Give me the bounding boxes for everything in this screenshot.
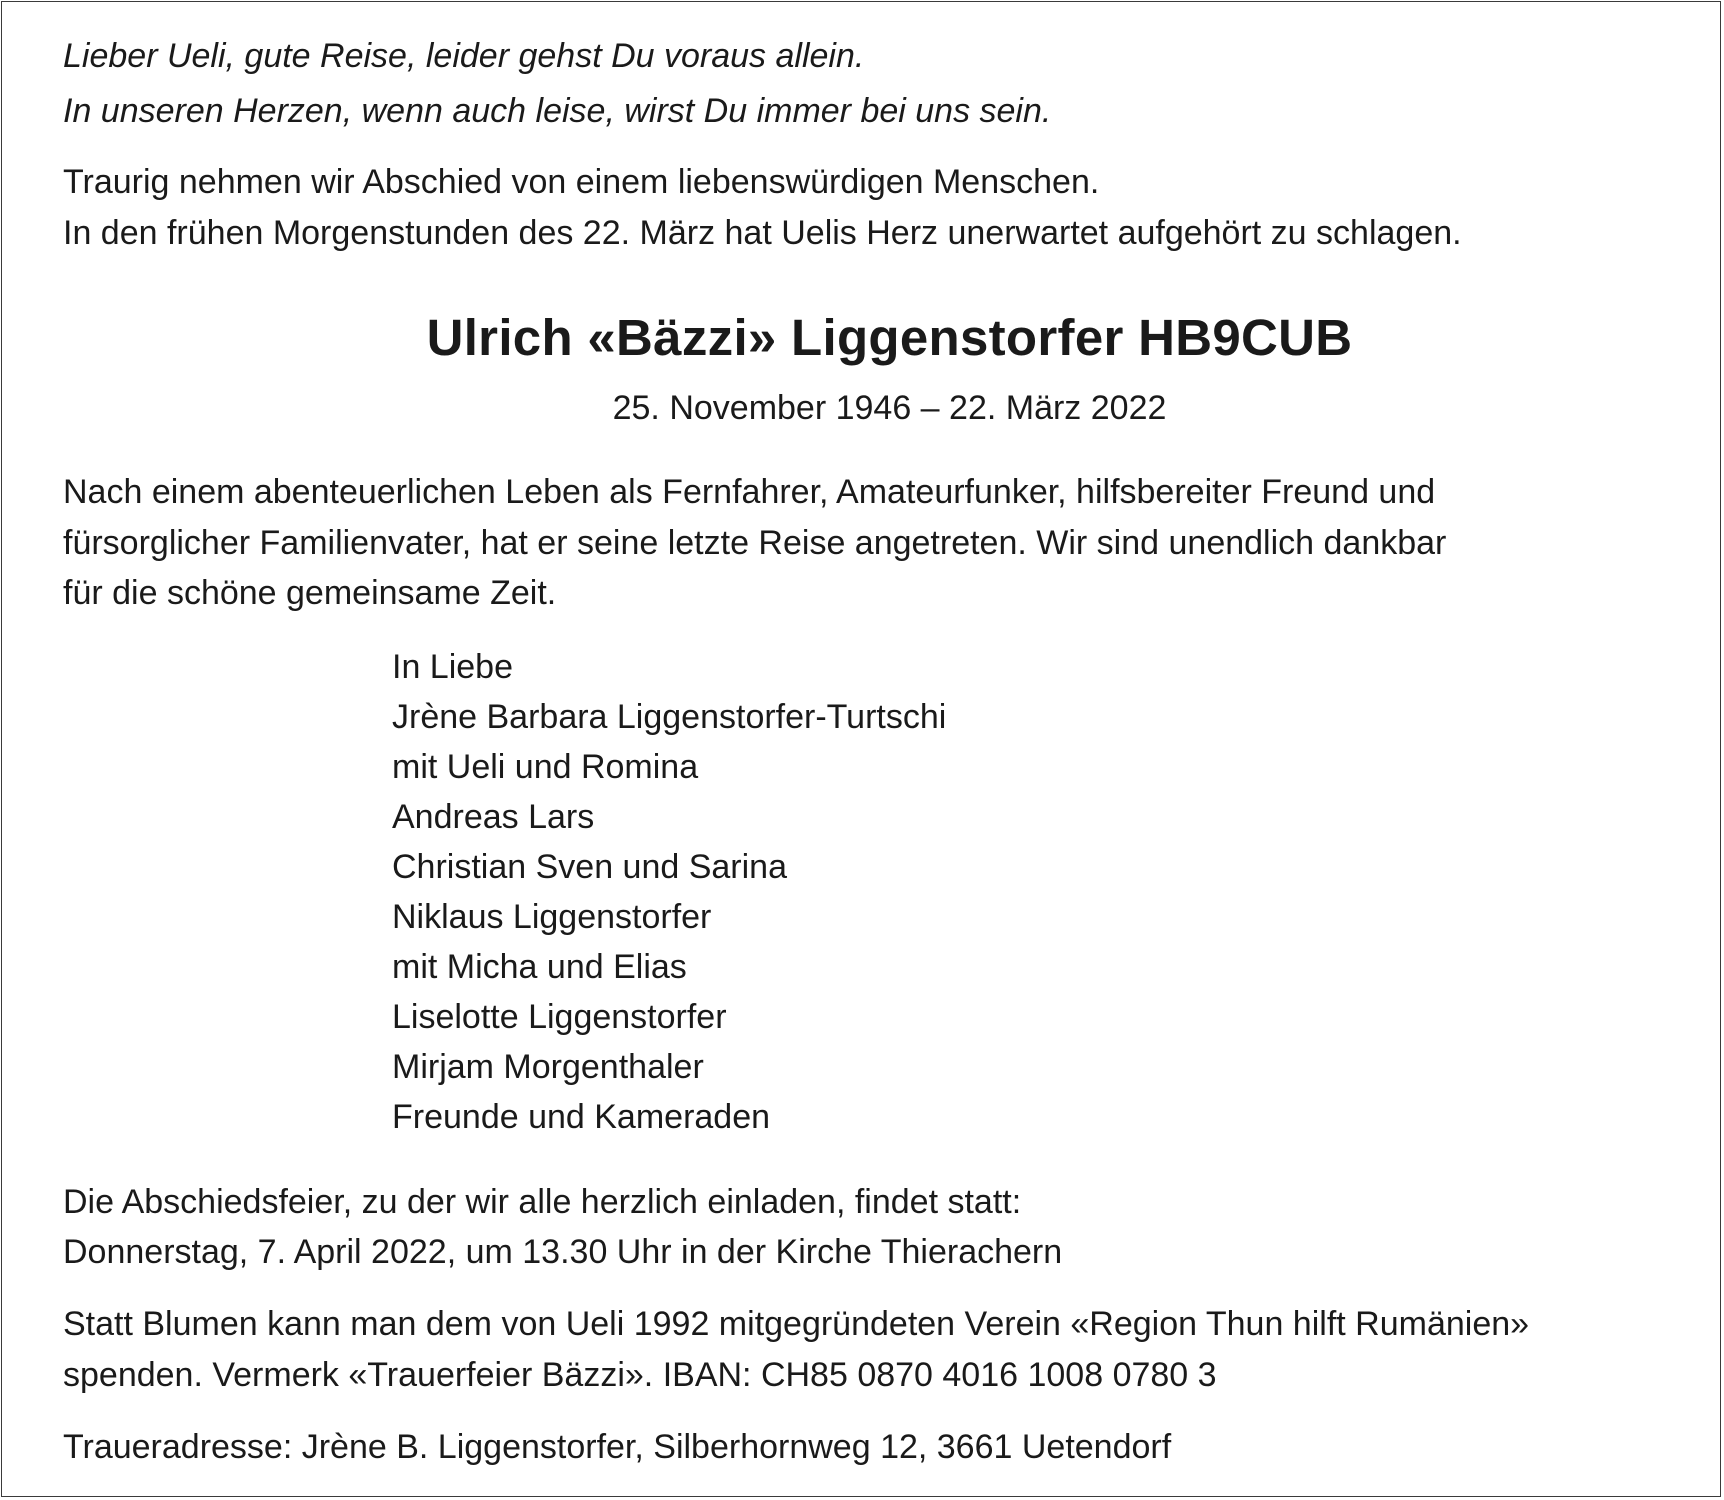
- list-item: In Liebe: [392, 648, 513, 686]
- list-item: Freunde und Kameraden: [392, 1098, 771, 1136]
- mourning-address: Traueradresse: Jrène B. Liggenstorfer, Silberhornweg 12, 3661 Uetendorf: [63, 1428, 1172, 1466]
- verse-line-2: In unseren Herzen, wenn auch leise, wirst Du immer bei uns sein.: [63, 92, 1052, 130]
- list-item: Christian Sven und Sarina: [392, 848, 788, 886]
- donation-line-1: Statt Blumen kann man dem von Ueli 1992 mitgegründeten Verein «Region Thun hilft Rumänien»: [63, 1305, 1530, 1343]
- mourners-list: [392, 642, 946, 1142]
- verse-line-1: Lieber Ueli, gute Reise, leider gehst Du voraus allein.: [63, 37, 865, 75]
- tribute-line-1: Nach einem abenteuerlichen Leben als Fernfahrer, Amateurfunker, hilfsbereiter Freund und: [63, 473, 1436, 511]
- obituary-notice: [1, 1, 1721, 1497]
- donation-line-2: spenden. Vermerk «Trauerfeier Bäzzi». IBAN: CH85 0870 4016 1008 0780 3: [63, 1356, 1217, 1394]
- list-item: Liselotte Liggenstorfer: [392, 998, 727, 1036]
- list-item: Mirjam Morgenthaler: [392, 1048, 704, 1086]
- ceremony-line-1: Die Abschiedsfeier, zu der wir alle herzlich einladen, findet statt:: [63, 1183, 1022, 1221]
- intro-line-2: In den frühen Morgenstunden des 22. März hat Uelis Herz unerwartet aufgehört zu schlagen.: [63, 214, 1462, 252]
- tribute-line-2: fürsorglicher Familienvater, hat er seine letzte Reise angetreten. Wir sind unendlich dankbar: [63, 524, 1447, 562]
- ceremony-line-2: Donnerstag, 7. April 2022, um 13.30 Uhr in der Kirche Thierachern: [63, 1233, 1063, 1271]
- deceased-name: Ulrich «Bäzzi» Liggenstorfer HB9CUB: [426, 309, 1353, 366]
- list-item: Niklaus Liggenstorfer: [392, 898, 712, 936]
- list-item: mit Micha und Elias: [392, 948, 687, 986]
- list-item: Jrène Barbara Liggenstorfer-Turtschi: [392, 698, 947, 736]
- intro-line-1: Traurig nehmen wir Abschied von einem liebenswürdigen Menschen.: [63, 163, 1100, 201]
- life-dates: 25. November 1946 – 22. März 2022: [612, 389, 1167, 427]
- list-item: Andreas Lars: [392, 798, 595, 836]
- tribute-line-3: für die schöne gemeinsame Zeit.: [63, 574, 557, 612]
- list-item: mit Ueli und Romina: [392, 748, 699, 786]
